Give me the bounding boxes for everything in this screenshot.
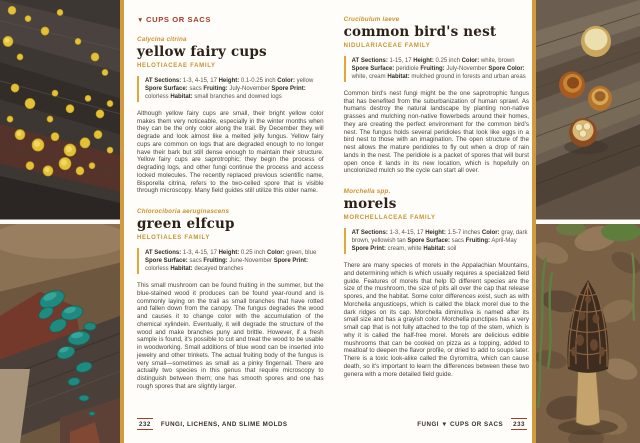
- entry-title: common bird's nest: [343, 24, 497, 40]
- section-header: [137, 15, 324, 24]
- photo-birds-nest: [536, 0, 640, 220]
- scientific-name: Morchella spp.: [343, 188, 391, 196]
- entry-morels: [344, 188, 529, 378]
- page-number: 232: [137, 418, 153, 430]
- entry-body: There are many species of morels in the Appalachian Mountains, and determining which is which usually requires a specialized field guide. Features of morels that help ID different species are the size of the mushroom, the size of pits all over the cap that release spores, and the habitat. Some color differences exist, such as with Morchella angusticeps, which is called the black morel due to the dark ridges on its cap. Morchella diminutiva is named after its small size and has a grayish color. Morchella punctipes has a very small cap that is not fully attached to the top of the stem, which is why it is called the half-free morel. Morels are delicious edible mushrooms that can be cooked on pizza as a topping, added to meatloaf to deepen the flavor profile, or dried to add to soups later. There is a toxic look-alike called the Gyromitra, which can cause death, so it's important to learn the differences between these two genera with a more detailed field guide.: [343, 262, 529, 378]
- right-page-footer: [417, 418, 527, 430]
- footer-text: FUNGI ▼ CUPS OR SACS: [417, 420, 504, 428]
- yellow-fairy-cups-illustration: [0, 0, 120, 220]
- family-name: HELOTIALES FAMILY: [137, 235, 211, 242]
- stats-block: AT Sections: 1-15, 17 Height: 0.25 inch Color: white, brown Spore Surface: peridiole Fruiting: July-November Spore Color: white, cream Habitat: mulched ground in forests and urban areas: [344, 56, 529, 82]
- left-photo-column: [0, 0, 120, 443]
- stats-block: AT Sections: 1-3, 4-15, 17 Height: 1.5-7 inches Color: gray, dark brown, yellowish tan Spore Surface: sacs Fruiting: April-May Spore Print: cream, white Habitat: soil: [344, 228, 529, 254]
- entry-title: green elfcup: [137, 216, 235, 233]
- stats-block: AT Sections: 1-3, 4-15, 17 Height: 0.1-0.25 inch Color: yellow Spore Surface: sacs Fruiting: July-November Spore Print: colorless Habitat: small branches and downed logs: [137, 76, 324, 102]
- morel-illustration: [536, 224, 640, 443]
- entry-body: Common bird's nest fungi might be the one saprotrophic fungus that has benefited from the suburbanization of human sprawl. As humans destroy the natural landscape by planting non-native grasses and mulching non-native flowerbeds around their homes, they are creating the perfect environment for the common bird's nest. The fungus holds several peridioles that look like eggs in a bird nest to those with an imagination. The open structure of the nest allows the mature peridioles to fly out when a drop of rain lands in the nest. The peridiole is a packet of spores that will burst open once it lands in its new location, which is hopefully on uncolonized mulch so the cycle can start all over.: [343, 89, 529, 175]
- birds-nest-illustration: [536, 0, 640, 220]
- family-name: NIDULARIACEAE FAMILY: [343, 42, 431, 49]
- scientific-name: Calycina citrina: [137, 36, 187, 43]
- family-name: MORCHELLACEAE FAMILY: [343, 215, 436, 222]
- photo-yellow-fairy-cups: [0, 0, 120, 220]
- scientific-name: Chlorociboria aeruginascens: [137, 208, 230, 216]
- left-page-footer: [137, 418, 287, 430]
- photo-morel: [536, 224, 640, 443]
- entry-body: This small mushroom can be found fruiting in the summer, but the blue-stained wood it produces can be found year-round and is commonly laying on the trail as small branches that have rotted and fallen down from the canopy. The fungus degrades the wood and causes it to change color with the accumulation of the chemical xylindein. Eventually, it will degrade the structure of the wood and make branches puny and brittle. However, if a fresh sample is found, it's possible to cut and treat the wood to be usable in woodworking. Small additions of blue wood can be inserted into jewelry and other trinkets. The actual fruiting body of the fungus is very small—sometimes as small as a pinky fingernail. There are actually two species in this genus that require microscopy to distinguish between them; one has smooth spores and one has rough spores that are slightly larger.: [137, 282, 324, 390]
- left-page: [124, 0, 330, 443]
- page-number: 233: [511, 418, 527, 430]
- entry-green-elfcup: [137, 208, 324, 390]
- stats-block: AT Sections: 1-3, 4-15, 17 Height: 0.25 inch Color: green, blue Spore Surface: sacs Fruiting: June-November Spore Print: colorless Habitat: decayed branches: [137, 248, 324, 274]
- scientific-name: Crucibulum laeve: [343, 16, 400, 23]
- section-header-label: CUPS OR SACS: [146, 15, 212, 24]
- entry-title: yellow fairy cups: [137, 44, 267, 60]
- footer-text: FUNGI, LICHENS, AND SLIME MOLDS: [160, 420, 288, 428]
- entry-body: Although yellow fairy cups are small, their bright yellow color makes them very noticeable, especially in the winter months when they can be the only color along the trail. By December they will degrade and look almost like a melted jelly fungus. Yellow fairy cups are common on logs that are degraded enough to no longer have their bark but still dense enough to maintain their structure. Yellow fairy cups are saprotrophic; they begin the process of degrading logs, and other fungi continue the process and access locked molecules. The recently replaced previous scientific name, Bisporella citrina, refers to the two-celled spore that is visible through microscopy. Many field guides still utilize this older name.: [137, 109, 324, 195]
- right-photo-column: [536, 0, 640, 443]
- entry-title: morels: [343, 196, 397, 213]
- green-elfcup-illustration: [0, 224, 120, 443]
- pages: [124, 0, 532, 443]
- family-name: HELOTIACEAE FAMILY: [137, 62, 216, 69]
- entry-yellow-fairy-cups: [137, 36, 324, 195]
- photo-green-elfcup: [0, 224, 120, 443]
- right-page: [330, 0, 532, 443]
- entry-common-birds-nest: [344, 16, 529, 175]
- section-triangle-icon: ▼: [137, 17, 145, 24]
